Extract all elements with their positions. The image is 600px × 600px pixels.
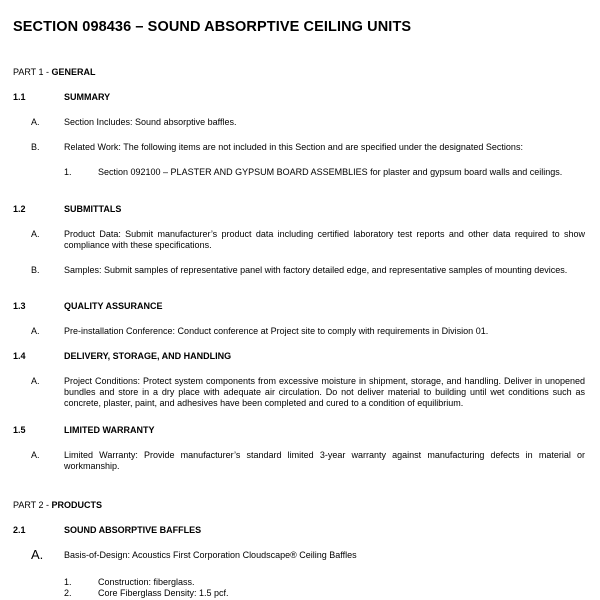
paragraph-letter: B.: [31, 142, 40, 152]
article-2-1-number: 2.1: [13, 525, 26, 535]
part-1-heading: PART 1 - GENERAL: [13, 67, 96, 77]
paragraph-text: Basis-of-Design: Acoustics First Corporation Cloudscape® Ceiling Baffles: [64, 550, 357, 560]
section-title: SECTION 098436 – SOUND ABSORPTIVE CEILING UNITS: [13, 19, 412, 35]
subparagraph-text: Core Fiberglass Density: 1.5 pcf.: [98, 588, 229, 598]
article-1-1-number: 1.1: [13, 92, 26, 102]
paragraph-letter: A.: [31, 450, 40, 460]
article-1-2-number: 1.2: [13, 204, 26, 214]
subparagraph-number: 1.: [64, 577, 72, 587]
paragraph-text: Project Conditions: Protect system components from excessive moisture in shipment, storage, and handling. Deliver in unopened bundles and store in a dry place with adequate air circulation. Do not deliver material to building until wet conditions such as concrete, plaster, paint, and adhesives have been completed and cured to a condition of equilibrium.: [64, 376, 585, 408]
paragraph-letter: A.: [31, 229, 40, 239]
paragraph-text: Section Includes: Sound absorptive baffles.: [64, 117, 237, 127]
paragraph-letter: B.: [31, 265, 40, 275]
article-1-4-heading: DELIVERY, STORAGE, AND HANDLING: [64, 351, 232, 361]
article-2-1-heading: SOUND ABSORPTIVE BAFFLES: [64, 525, 202, 535]
article-1-2-heading: SUBMITTALS: [64, 204, 122, 214]
paragraph-letter: A.: [31, 376, 40, 386]
paragraph-text: Limited Warranty: Provide manufacturer’s standard limited 3-year warranty against manufacturing defects in material or workmanship.: [64, 450, 585, 471]
article-1-5-number: 1.5: [13, 425, 26, 435]
part-2-heading: PART 2 - PRODUCTS: [13, 500, 103, 510]
article-1-3-number: 1.3: [13, 301, 26, 311]
article-1-1-heading: SUMMARY: [64, 92, 111, 102]
subparagraph-number: 2.: [64, 588, 72, 598]
article-1-4-number: 1.4: [13, 351, 26, 361]
paragraph-text: Related Work: The following items are not included in this Section and are specified under the designated Sections:: [64, 142, 523, 152]
paragraph-letter: A.: [31, 547, 44, 562]
article-1-5-heading: LIMITED WARRANTY: [64, 425, 155, 435]
subparagraph-number: 1.: [64, 167, 72, 177]
paragraph-text: Product Data: Submit manufacturer’s product data including certified laboratory test reports and other data required to show compliance with these specifications.: [64, 229, 585, 250]
paragraph-text: Pre-installation Conference: Conduct conference at Project site to comply with requirements in Division 01.: [64, 326, 489, 336]
article-1-3-heading: QUALITY ASSURANCE: [64, 301, 163, 311]
paragraph-letter: A.: [31, 117, 40, 127]
subparagraph-text: Construction: fiberglass.: [98, 577, 195, 587]
paragraph-letter: A.: [31, 326, 40, 336]
subparagraph-text: Section 092100 – PLASTER AND GYPSUM BOARD ASSEMBLIES for plaster and gypsum board walls and ceilings.: [98, 167, 563, 177]
paragraph-text: Samples: Submit samples of representative panel with factory detailed edge, and representative samples of mounting devices.: [64, 265, 568, 275]
